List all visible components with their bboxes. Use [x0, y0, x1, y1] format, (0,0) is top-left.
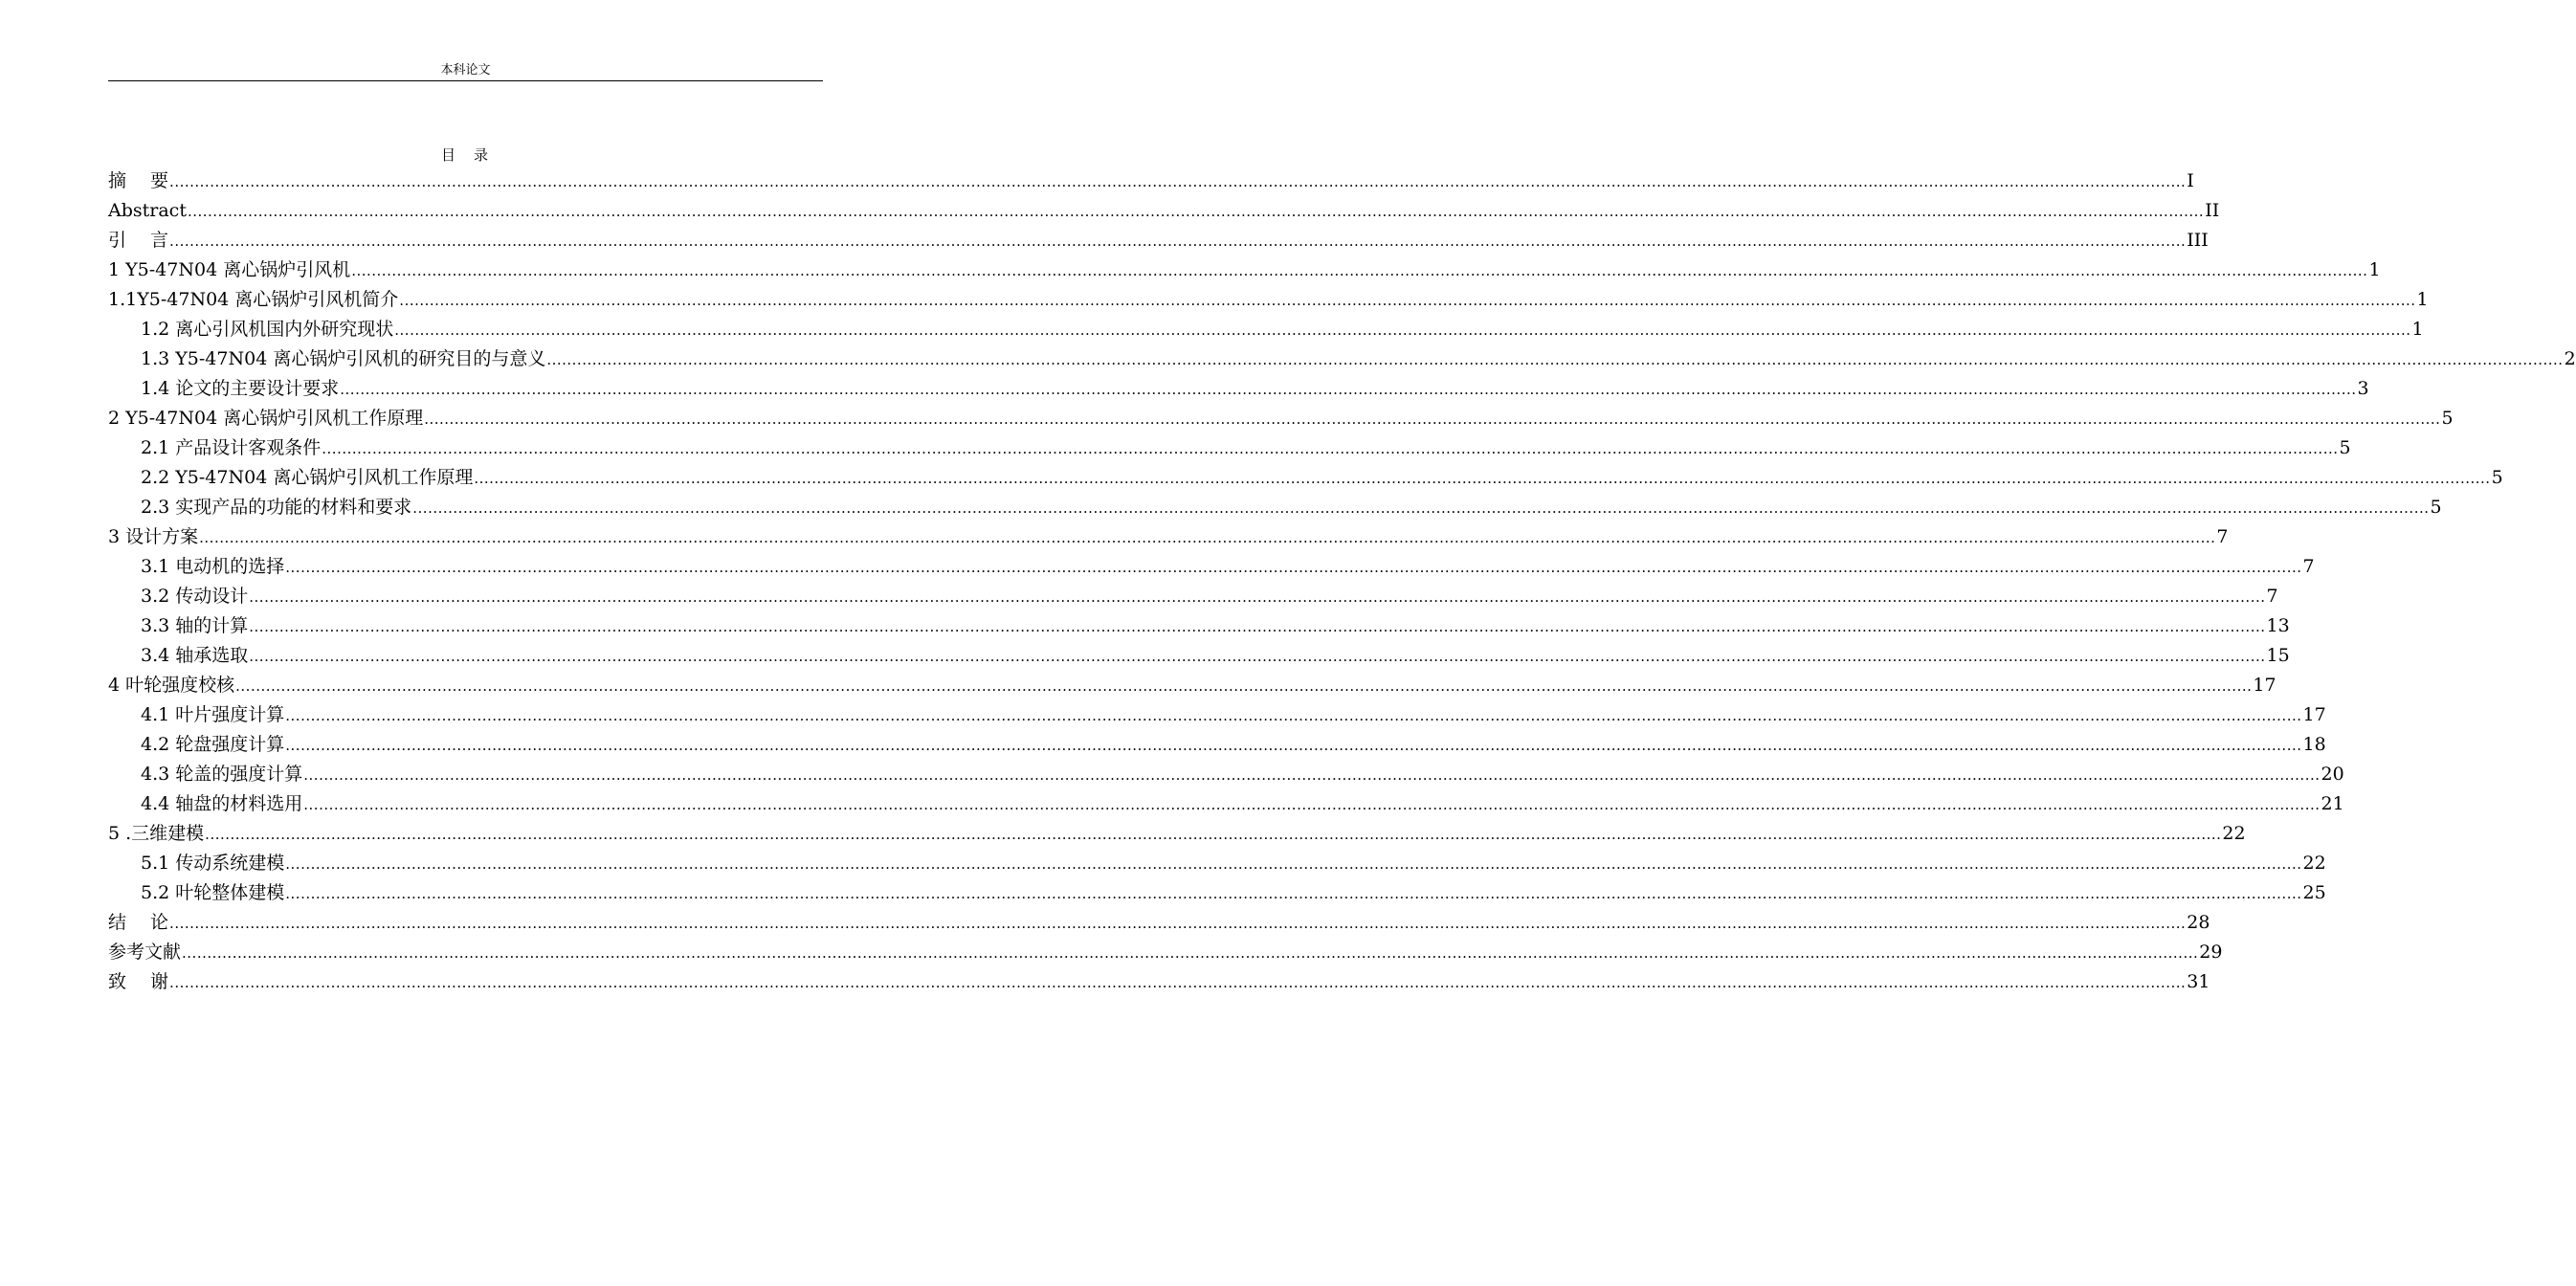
toc-entry[interactable]	[108, 908, 2210, 938]
toc-entry[interactable]	[108, 552, 2315, 582]
table-of-contents	[108, 166, 2576, 997]
toc-entry-title: 结 论	[108, 912, 169, 933]
toc-entry-page: 1	[2416, 289, 2429, 310]
toc-entry-title: 4.4 轴盘的材料选用	[141, 793, 303, 814]
toc-entry[interactable]	[108, 819, 2246, 849]
toc-entry-page: 2	[2564, 348, 2576, 369]
toc-entry-page: 28	[2187, 912, 2210, 933]
toc-entry-title: 3.1 电动机的选择	[141, 556, 285, 577]
toc-entry-page: I	[2187, 170, 2194, 191]
toc-entry-page: 20	[2321, 764, 2344, 785]
toc-entry-title: 1.4 论文的主要设计要求	[141, 378, 340, 399]
toc-entry-page: 5	[2491, 467, 2503, 488]
toc-dot-leader: ................................................................................................................................................................................................................................................................................................................................................................................................................	[340, 381, 2357, 398]
toc-dot-leader: ................................................................................................................................................................................................................................................................................................................................................................................................................	[249, 648, 2266, 665]
toc-dot-leader: ................................................................................................................................................................................................................................................................................................................................................................................................................	[285, 707, 2302, 724]
toc-dot-leader: ................................................................................................................................................................................................................................................................................................................................................................................................................	[187, 203, 2205, 220]
toc-entry-title: 5.2 叶轮整体建模	[141, 882, 285, 903]
toc-entry-title: 1.2 离心引风机国内外研究现状	[141, 319, 394, 340]
toc-entry-title: 3.4 轴承选取	[141, 645, 249, 666]
toc-entry-title: 致 谢	[108, 971, 169, 992]
toc-entry[interactable]	[108, 255, 2381, 285]
toc-entry-title: Abstract	[108, 200, 187, 221]
toc-entry-page: 25	[2302, 882, 2326, 903]
toc-entry-page: 5	[2441, 408, 2454, 429]
toc-entry-page: 22	[2222, 823, 2246, 844]
toc-entry-title: 2.1 产品设计客观条件	[141, 437, 322, 458]
toc-entry-page: 17	[2302, 704, 2326, 725]
toc-dot-leader: ................................................................................................................................................................................................................................................................................................................................................................................................................	[199, 529, 2216, 546]
toc-dot-leader: ................................................................................................................................................................................................................................................................................................................................................................................................................	[285, 559, 2302, 576]
toc-entry-title: 5.1 传动系统建模	[141, 853, 285, 874]
toc-entry-title: 5 .三维建模	[108, 823, 205, 844]
toc-entry[interactable]	[108, 878, 2326, 908]
toc-entry[interactable]	[108, 285, 2429, 315]
toc-entry-page: 17	[2253, 675, 2276, 696]
toc-entry-title: 3.2 传动设计	[141, 586, 249, 607]
toc-dot-leader: ................................................................................................................................................................................................................................................................................................................................................................................................................	[303, 796, 2321, 813]
toc-entry-title: 1.3 Y5-47N04 离心锅炉引风机的研究目的与意义	[141, 348, 546, 369]
toc-entry-page: 1	[2368, 259, 2381, 280]
toc-dot-leader: ................................................................................................................................................................................................................................................................................................................................................................................................................	[474, 470, 2491, 487]
toc-entry-page: 13	[2266, 615, 2290, 636]
toc-entry-title: 2.3 实现产品的功能的材料和要求	[141, 497, 412, 518]
toc-entry-title: 1.1Y5-47N04 离心锅炉引风机简介	[108, 289, 399, 310]
toc-entry[interactable]	[108, 344, 2576, 374]
toc-entry[interactable]	[108, 611, 2290, 641]
toc-dot-leader: ................................................................................................................................................................................................................................................................................................................................................................................................................	[235, 677, 2253, 695]
toc-entry-page: 7	[2266, 586, 2278, 607]
toc-entry[interactable]	[108, 166, 2194, 196]
header-text: 本科论文	[440, 63, 491, 78]
toc-entry[interactable]	[108, 315, 2424, 344]
toc-entry[interactable]	[108, 641, 2290, 671]
toc-dot-leader: ................................................................................................................................................................................................................................................................................................................................................................................................................	[424, 410, 2441, 428]
toc-dot-leader: ................................................................................................................................................................................................................................................................................................................................................................................................................	[169, 915, 2187, 932]
toc-entry-title: 3 设计方案	[108, 526, 199, 547]
toc-entry-page: II	[2205, 200, 2220, 221]
toc-entry[interactable]	[108, 433, 2351, 463]
toc-entry-page: 21	[2321, 793, 2344, 814]
toc-dot-leader: ................................................................................................................................................................................................................................................................................................................................................................................................................	[285, 885, 2302, 902]
toc-dot-leader: ................................................................................................................................................................................................................................................................................................................................................................................................................	[322, 440, 2339, 457]
toc-dot-leader: ................................................................................................................................................................................................................................................................................................................................................................................................................	[399, 292, 2416, 309]
toc-dot-leader: ................................................................................................................................................................................................................................................................................................................................................................................................................	[169, 974, 2187, 991]
toc-entry-page: 1	[2411, 319, 2424, 340]
toc-dot-leader: ................................................................................................................................................................................................................................................................................................................................................................................................................	[182, 944, 2199, 962]
toc-entry-page: 7	[2302, 556, 2315, 577]
toc-entry-page: 15	[2266, 645, 2290, 666]
toc-entry-page: 5	[2430, 497, 2442, 518]
toc-entry[interactable]	[108, 404, 2454, 433]
toc-entry[interactable]	[108, 463, 2503, 493]
toc-entry[interactable]	[108, 967, 2210, 997]
toc-entry-page: 22	[2302, 853, 2326, 874]
toc-dot-leader: ................................................................................................................................................................................................................................................................................................................................................................................................................	[285, 855, 2302, 873]
toc-entry-title: 1 Y5-47N04 离心锅炉引风机	[108, 259, 351, 280]
toc-dot-leader: ................................................................................................................................................................................................................................................................................................................................................................................................................	[169, 173, 2187, 190]
toc-dot-leader: ................................................................................................................................................................................................................................................................................................................................................................................................................	[351, 262, 2368, 279]
toc-entry[interactable]	[108, 700, 2326, 730]
toc-entry-page: 5	[2339, 437, 2351, 458]
toc-dot-leader: ................................................................................................................................................................................................................................................................................................................................................................................................................	[285, 737, 2302, 754]
toc-entry-title: 4.3 轮盖的强度计算	[141, 764, 303, 785]
toc-entry[interactable]	[108, 730, 2326, 760]
toc-entry[interactable]	[108, 374, 2369, 404]
toc-entry[interactable]	[108, 938, 2223, 967]
toc-entry-page: 29	[2199, 942, 2223, 963]
toc-entry[interactable]	[108, 226, 2209, 255]
toc-entry-page: 3	[2357, 378, 2369, 399]
toc-entry-title: 摘 要	[108, 170, 169, 191]
toc-entry[interactable]	[108, 849, 2326, 878]
toc-entry-title: 4 叶轮强度校核	[108, 675, 235, 696]
toc-entry-page: 7	[2216, 526, 2229, 547]
toc-entry[interactable]	[108, 582, 2278, 611]
toc-dot-leader: ................................................................................................................................................................................................................................................................................................................................................................................................................	[394, 322, 2411, 339]
toc-entry-title: 引 言	[108, 230, 169, 251]
toc-entry-title: 3.3 轴的计算	[141, 615, 249, 636]
toc-entry-title: 4.2 轮盘强度计算	[141, 734, 285, 755]
toc-entry[interactable]	[108, 522, 2229, 552]
toc-dot-leader: ................................................................................................................................................................................................................................................................................................................................................................................................................	[303, 766, 2321, 784]
page-header	[108, 61, 823, 81]
toc-entry-title: 4.1 叶片强度计算	[141, 704, 285, 725]
toc-entry[interactable]	[108, 789, 2344, 819]
toc-entry-page: 31	[2187, 971, 2210, 992]
toc-dot-leader: ................................................................................................................................................................................................................................................................................................................................................................................................................	[169, 233, 2187, 250]
toc-dot-leader: ................................................................................................................................................................................................................................................................................................................................................................................................................	[205, 826, 2222, 843]
toc-dot-leader: ................................................................................................................................................................................................................................................................................................................................................................................................................	[249, 618, 2266, 635]
toc-dot-leader: ................................................................................................................................................................................................................................................................................................................................................................................................................	[412, 499, 2430, 517]
toc-dot-leader: ................................................................................................................................................................................................................................................................................................................................................................................................................	[249, 588, 2266, 606]
toc-entry-page: III	[2187, 230, 2209, 251]
toc-entry-title: 2.2 Y5-47N04 离心锅炉引风机工作原理	[141, 467, 474, 488]
toc-title: 目 录	[440, 146, 490, 164]
toc-entry[interactable]	[108, 493, 2442, 522]
toc-entry-page: 18	[2302, 734, 2326, 755]
toc-entry[interactable]	[108, 196, 2220, 226]
toc-entry-title: 2 Y5-47N04 离心锅炉引风机工作原理	[108, 408, 424, 429]
toc-dot-leader: ................................................................................................................................................................................................................................................................................................................................................................................................................	[546, 351, 2564, 368]
toc-entry[interactable]	[108, 760, 2344, 789]
toc-entry[interactable]	[108, 671, 2276, 700]
toc-entry-title: 参考文献	[108, 942, 182, 963]
